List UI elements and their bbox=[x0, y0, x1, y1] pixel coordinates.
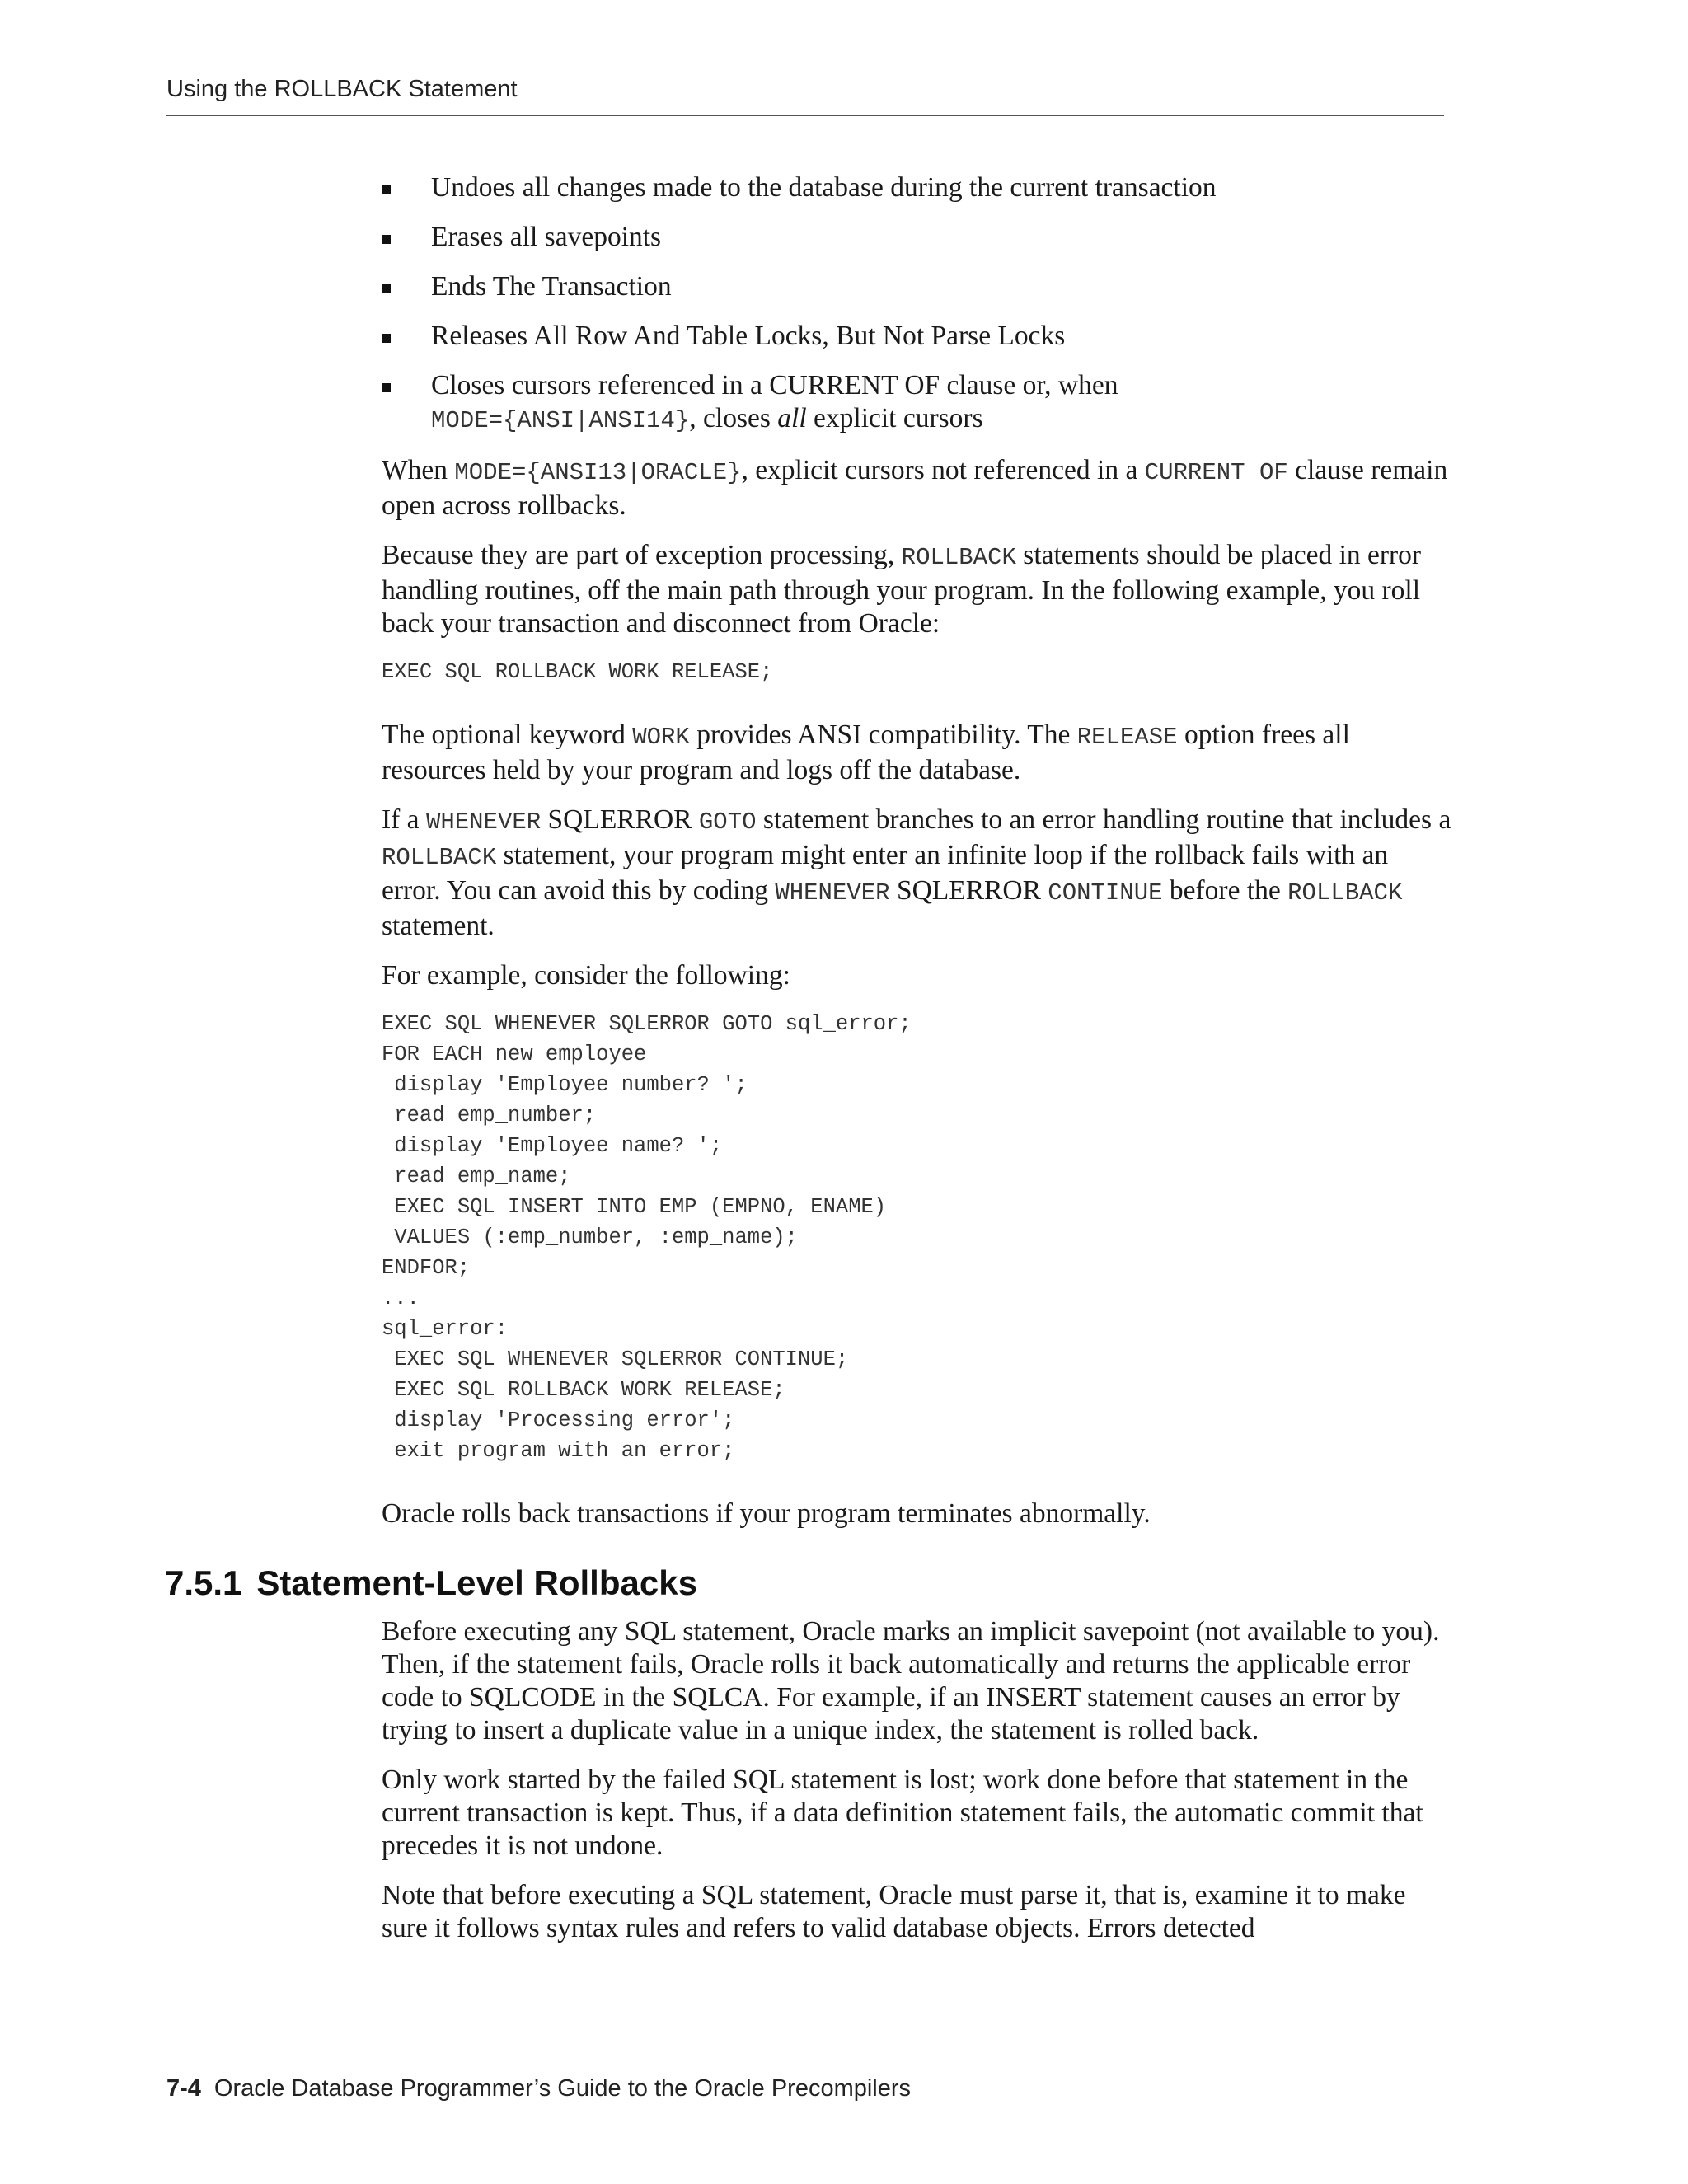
list-item: Ends The Transaction bbox=[382, 270, 1453, 303]
code-example-whenever: EXEC SQL WHENEVER SQLERROR GOTO sql_error; FOR EACH new employee display 'Employee number? '; read emp_number; display 'Employee name? '; read emp_name; EXEC SQL INSERT INTO EMP (EMPNO, ENAME) VALUES (:emp_number, :emp_name); ENDFOR; ... sql_error: EXEC SQL WHENEVER SQLERROR CONTINUE; EXEC SQL ROLLBACK WORK RELEASE; display 'Processing error'; exit program with an error; bbox=[382, 1012, 912, 1463]
paragraph-when-mode: When MODE={ANSI13|ORACLE}, explicit cursors not referenced in a CURRENT OF clause remain open across rollbacks. bbox=[382, 455, 1448, 521]
paragraph-oracle-rolls-back: Oracle rolls back transactions if your program terminates abnormally. bbox=[382, 1498, 1151, 1529]
paragraph-because: Because they are part of exception processing, ROLLBACK statements should be placed in error handling routines, off the main path through your program. In the following example, you roll back your transaction and disconnect from Oracle: bbox=[382, 540, 1422, 639]
list-item: Undoes all changes made to the database during the current transaction bbox=[382, 171, 1453, 204]
running-footer bbox=[166, 2075, 911, 2102]
code-example-rollback: EXEC SQL ROLLBACK WORK RELEASE; bbox=[382, 660, 773, 684]
square-bullet-icon bbox=[382, 284, 391, 293]
section-title: Statement-Level Rollbacks bbox=[256, 1563, 697, 1602]
paragraph-whenever: If a WHENEVER SQLERROR GOTO statement branches to an error handling routine that includes a ROLLBACK statement, your program might enter an infinite loop if the rollback fails with an error. You can avoid this by coding WHENEVER SQLERROR CONTINUE before the ROLLBACK statement. bbox=[382, 804, 1451, 941]
paragraph: Only work started by the failed SQL statement is lost; work done before that statement in the current transaction is kept. Thus, if a data definition statement fails, the automatic commit that precedes it is not undone. bbox=[382, 1765, 1423, 1861]
header-rule bbox=[166, 115, 1444, 116]
bullet-list bbox=[382, 171, 1453, 438]
paragraph-optional-keyword: The optional keyword WORK provides ANSI compatibility. The RELEASE option frees all resources held by your program and logs off the database. bbox=[382, 719, 1350, 785]
square-bullet-icon bbox=[382, 235, 391, 244]
main-content bbox=[382, 171, 1453, 1547]
page-number: 7-4 bbox=[166, 2075, 201, 2102]
paragraph: Note that before executing a SQL statement, Oracle must parse it, that is, examine it to make sure it follows syntax rules and refers to valid database objects. Errors detected bbox=[382, 1880, 1406, 1943]
section-heading bbox=[165, 1563, 697, 1604]
list-item: Erases all savepoints bbox=[382, 221, 1453, 254]
section-number: 7.5.1 bbox=[165, 1563, 242, 1602]
square-bullet-icon bbox=[382, 185, 391, 194]
square-bullet-icon bbox=[382, 334, 391, 343]
book-title: Oracle Database Programmer’s Guide to the Oracle Precompilers bbox=[213, 2075, 912, 2102]
paragraph: Before executing any SQL statement, Oracle marks an implicit savepoint (not available to you). Then, if the statement fails, Oracle rolls it back automatically and returns the applicable error code to SQLCODE in the SQLCA. For example, if an INSERT statement causes an error by trying to insert a duplicate value in a unique index, the statement is rolled back. bbox=[382, 1616, 1440, 1746]
paragraph-for-example: For example, consider the following: bbox=[382, 960, 790, 991]
section-content bbox=[382, 1615, 1453, 1961]
square-bullet-icon bbox=[382, 383, 391, 392]
list-item: Closes cursors referenced in a CURRENT OF clause or, when MODE={ANSI|ANSI14}, closes all explicit cursors bbox=[382, 369, 1453, 438]
list-item: Releases All Row And Table Locks, But Not Parse Locks bbox=[382, 320, 1453, 353]
running-header: Using the ROLLBACK Statement bbox=[166, 76, 518, 102]
